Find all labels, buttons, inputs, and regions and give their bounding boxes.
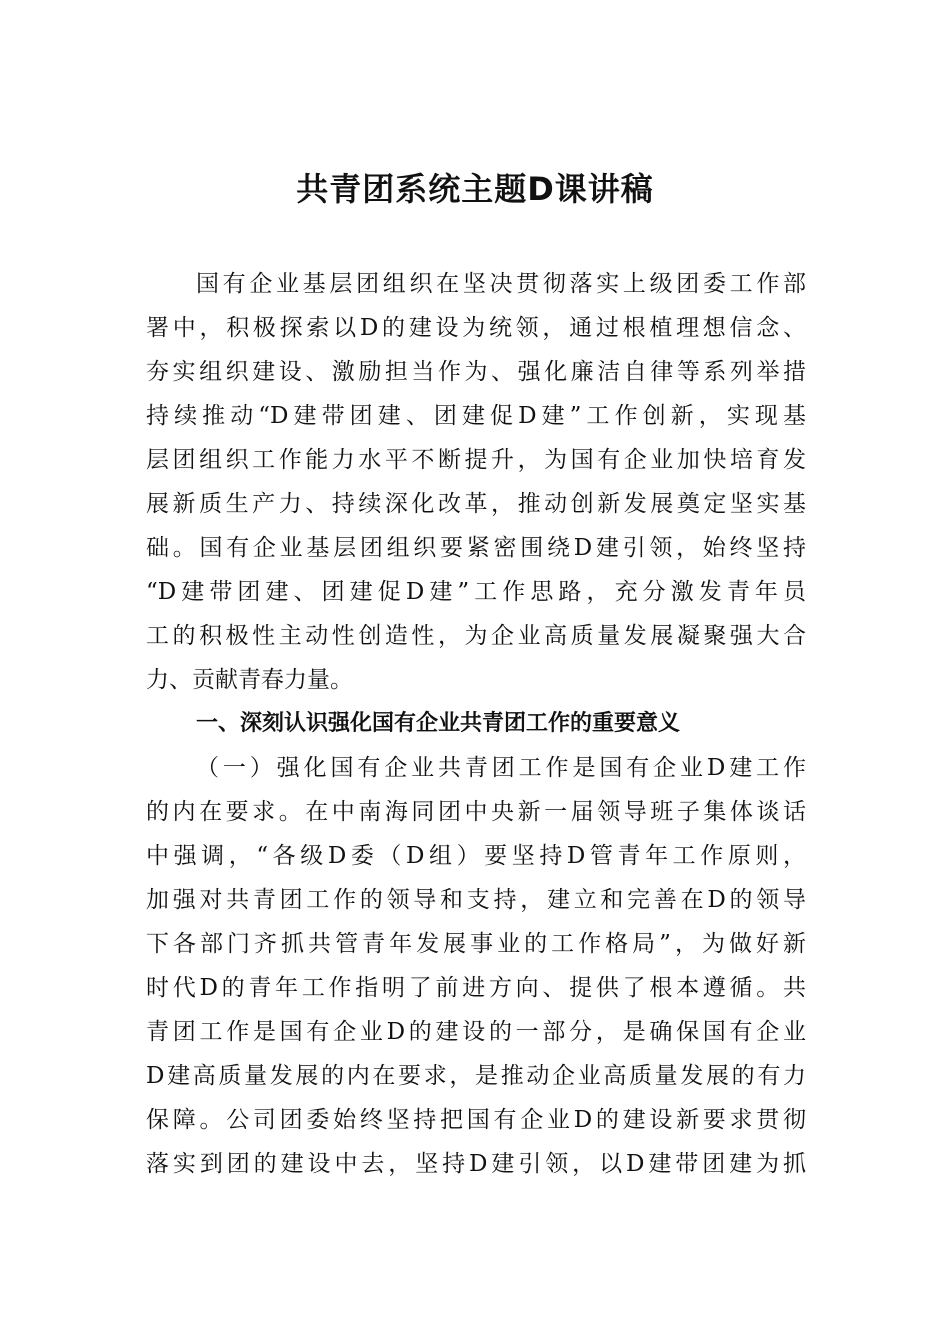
document-title: 共青团系统主题D课讲稿	[296, 170, 654, 208]
text-line: D建高质量发展的内在要求，是推动企业高质量发展的有力	[146, 1063, 806, 1089]
text-line: 加强对共青团工作的领导和支持，建立和完善在D的领导	[146, 887, 806, 913]
text-line: 夯实组织建设、激励担当作为、强化廉洁自律等系列举措	[146, 359, 806, 385]
text-line: 中强调，“各级D委（D组）要坚持D管青年工作原则，	[146, 843, 806, 869]
text-line: 的内在要求。在中南海同团中央新一届领导班子集体谈话	[146, 799, 806, 825]
text-line: （一）强化国有企业共青团工作是国有企业D建工作	[196, 755, 806, 781]
text-line: 保障。公司团委始终坚持把国有企业D的建设新要求贯彻	[146, 1107, 806, 1133]
text-line: 署中，积极探索以D的建设为统领，通过根植理想信念、	[146, 315, 806, 341]
text-line: 础。国有企业基层团组织要紧密围绕D建引领，始终坚持	[146, 535, 806, 561]
section-heading: 一、深刻认识强化国有企业共青团工作的重要意义	[196, 711, 681, 736]
paragraph-intro	[146, 262, 806, 702]
text-line: 持续推动“D建带团建、团建促D建”工作创新，实现基	[146, 403, 806, 429]
text-line: 工的积极性主动性创造性，为企业高质量发展凝聚强大合	[146, 623, 806, 649]
text-line: 下各部门齐抓共管青年发展事业的工作格局”，为做好新	[146, 931, 806, 957]
text-line: 层团组织工作能力水平不断提升，为国有企业加快培育发	[146, 447, 806, 473]
paragraph-section-1-1	[146, 746, 806, 1186]
text-line: 时代D的青年工作指明了前进方向、提供了根本遵循。共	[146, 975, 806, 1001]
text-line: 展新质生产力、持续深化改革，推动创新发展奠定坚实基	[146, 491, 806, 517]
text-line: 力、贡献青春力量。	[146, 667, 353, 693]
text-line: 青团工作是国有企业D的建设的一部分，是确保国有企业	[146, 1019, 806, 1045]
text-line: “D建带团建、团建促D建”工作思路，充分激发青年员	[146, 579, 806, 605]
text-line: 落实到团的建设中去，坚持D建引领，以D建带团建为抓	[146, 1151, 806, 1177]
text-line: 国有企业基层团组织在坚决贯彻落实上级团委工作部	[196, 271, 806, 297]
document-body	[146, 262, 806, 1186]
